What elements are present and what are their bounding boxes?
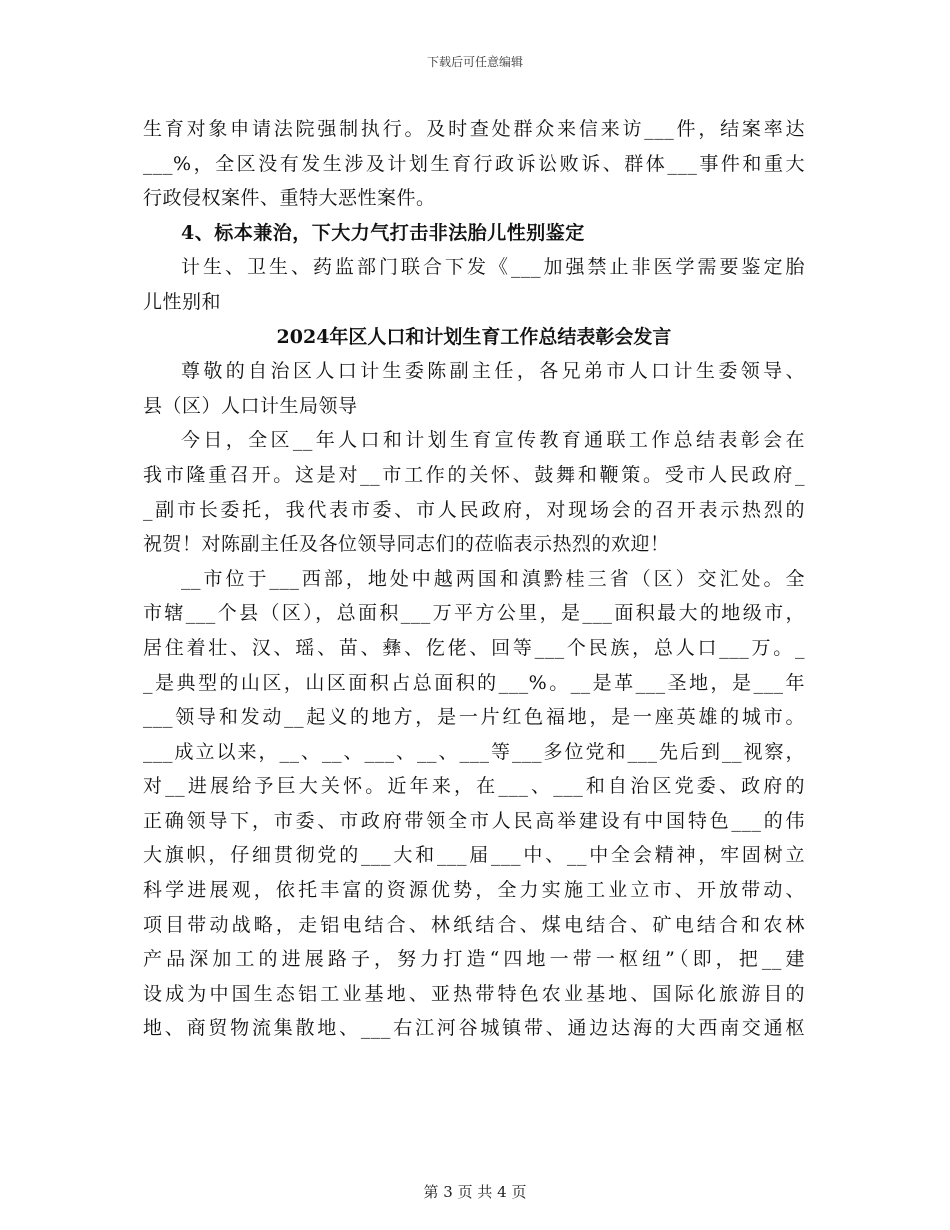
body-line: 地、商贸物流集散地、___右江河谷城镇带、通边达海的大西南交通枢 (143, 1017, 805, 1040)
body-line: 对__进展给予巨大关怀。近年来，在___、___和自治区党委、政府的 (143, 775, 805, 798)
body-line: 科学进展观，依托丰富的资源优势，全力实施工业立市、开放带动、 (143, 879, 805, 902)
body-line: 设成为中国生态铝工业基地、亚热带特色农业基地、国际化旅游目的 (143, 982, 805, 1005)
body-line: __市位于___西部，地处中越两国和滇黔桂三省（区）交汇处。全 (181, 567, 805, 590)
document-title: 2024年区人口和计划生育工作总结表彰会发言 (276, 325, 672, 348)
section-heading: 4、标本兼治，下大力气打击非法胎儿性别鉴定 (181, 221, 585, 244)
body-line: 市辖___个县（区），总面积___万平方公里，是___面积最大的地级市， (143, 602, 805, 625)
body-line: 项目带动战略，走铝电结合、林纸结合、煤电结合、矿电结合和农林 (143, 913, 805, 936)
body-line: 儿性别和 (143, 290, 222, 313)
body-line: 产品深加工的进展路子，努力打造“四地一带一枢纽”（即，把__建 (143, 948, 805, 971)
body-line: 正确领导下，市委、市政府带领全市人民高举建设有中国特色___的伟 (143, 809, 805, 832)
body-line: 尊敬的自治区人口计生委陈副主任，各兄弟市人口计生委领导、 (181, 360, 805, 383)
body-line: _副市长委托，我代表市委、市人民政府，对现场会的召开表示热烈的 (143, 498, 805, 521)
page-header: 下载后可任意编辑 (426, 55, 523, 69)
body-line: 祝贺！对陈副主任及各位领导同志们的莅临表示热烈的欢迎！ (143, 533, 670, 556)
body-line: _是典型的山区，山区面积占总面积的___%。__是革___圣地，是___年 (143, 671, 805, 694)
body-line: ___成立以来，__、__、___、__、___等___多位党和___先后到__视察， (143, 740, 805, 763)
body-line: 居住着壮、汉、瑶、苗、彝、仡佬、回等___个民族，总人口___万。_ (143, 636, 805, 659)
page-number: 第 3 页 共 4 页 (423, 1183, 527, 1201)
body-line: 我市隆重召开。这是对__市工作的关怀、鼓舞和鞭策。受市人民政府_ (143, 463, 805, 486)
body-line: 行政侵权案件、重特大恶性案件。 (143, 187, 436, 210)
body-line: 县（区）人口计生局领导 (143, 394, 358, 417)
body-line: 今日，全区__年人口和计划生育宣传教育通联工作总结表彰会在 (181, 429, 805, 452)
body-line: 大旗帜，仔细贯彻党的___大和___届___中、__中全会精神，牢固树立 (143, 844, 805, 867)
body-line: 计生、卫生、药监部门联合下发《___加强禁止非医学需要鉴定胎 (181, 256, 805, 279)
body-line: ___%，全区没有发生涉及计划生育行政诉讼败诉、群体___事件和重大 (143, 152, 805, 175)
document-body (143, 112, 805, 1046)
body-line: 生育对象申请法院强制执行。及时查处群众来信来访___件，结案率达 (143, 118, 805, 140)
body-line: ___领导和发动__起义的地方，是一片红色福地，是一座英雄的城市。 (143, 706, 805, 729)
